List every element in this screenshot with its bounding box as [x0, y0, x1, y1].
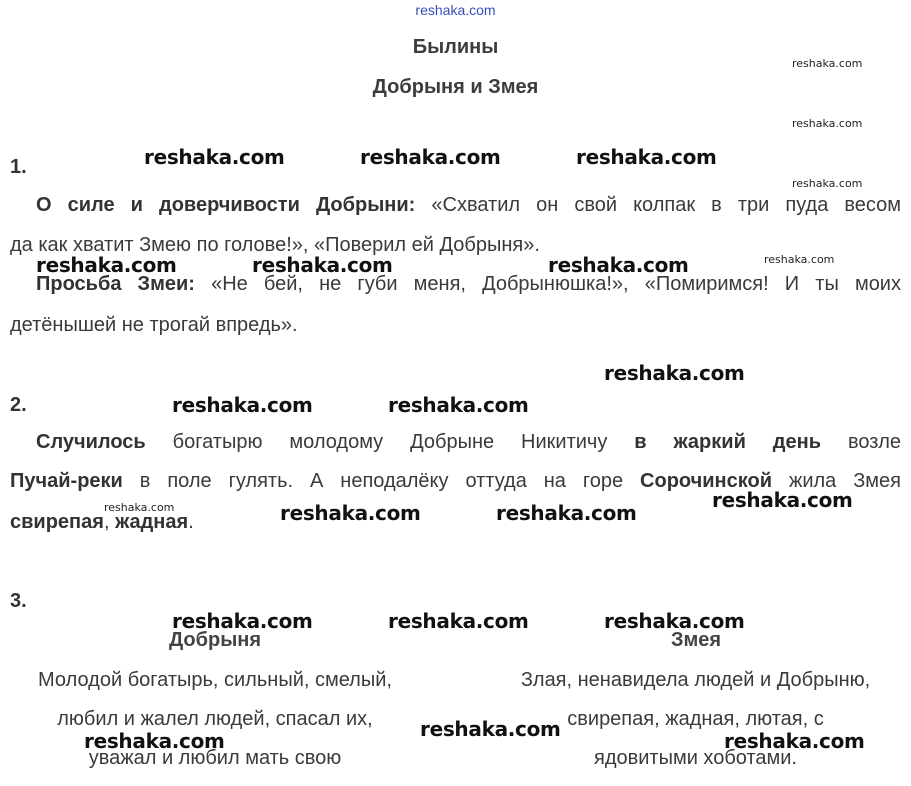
watermark: reshaka.com	[548, 253, 689, 277]
watermark: reshaka.com	[252, 253, 393, 277]
section1-p2-text: «Не бей, не губи меня, Добрынюшка!», «Помиримся! И ты моих	[211, 273, 901, 295]
watermark: reshaka.com	[144, 145, 285, 169]
right-cell-line3: ядовитыми хоботами.	[593, 747, 797, 769]
emph-zharkiy-den: в жаркий день	[634, 431, 822, 453]
section-number-3: 3.	[10, 590, 27, 612]
section-number-2: 2.	[10, 394, 27, 416]
emph-puchay-reka: Пучай-реки	[10, 470, 123, 492]
section1-paragraph2-line2: детёнышей не трогай впредь».	[10, 314, 298, 336]
watermark: reshaka.com	[420, 717, 561, 741]
watermark: reshaka.com	[84, 729, 225, 753]
right-cell-line1: Злая, ненавидела людей и Добрыню,	[520, 669, 871, 691]
watermark: reshaka.com	[792, 117, 863, 130]
watermark: reshaka.com	[712, 488, 853, 512]
section-number-1: 1.	[10, 156, 27, 178]
watermark: reshaka.com	[104, 501, 175, 514]
page-subtitle: Добрыня и Змея	[372, 76, 539, 98]
section1-paragraph1-line2: да как хватит Змею по голове!», «Поверил ей Добрыня».	[10, 234, 540, 256]
watermark: reshaka.com	[764, 253, 835, 266]
section1-p1-text: «Схватил он свой колпак в три пуда весом	[431, 194, 902, 216]
watermark: reshaka.com	[280, 501, 421, 525]
emph-sluchilos: Случилось	[36, 431, 146, 453]
left-cell-line3: уважал и любил мать свою	[88, 747, 342, 769]
text-span: ,	[103, 511, 110, 533]
right-cell-line2: свирепая, жадная, лютая, с	[567, 708, 824, 730]
watermark: reshaka.com	[604, 609, 745, 633]
watermark: reshaka.com	[576, 145, 717, 169]
watermark: reshaka.com	[604, 361, 745, 385]
watermark: reshaka.com	[792, 177, 863, 190]
watermark: reshaka.com	[360, 145, 501, 169]
text-span: богатырю молодому Добрыне Никитичу	[172, 431, 608, 453]
emph-svirepaya: свирепая	[10, 511, 104, 533]
watermark: reshaka.com	[36, 253, 177, 277]
column-header-zmeya: Змея	[670, 629, 722, 651]
section2-line1	[10, 431, 901, 454]
text-span: в поле гулять. А неподалёку оттуда на горе	[139, 470, 624, 492]
column-header-dobrynya: Добрыня	[168, 629, 262, 651]
watermark: reshaka.com	[172, 393, 313, 417]
section2-line3	[10, 511, 194, 534]
text-span: жила Змея	[788, 470, 901, 492]
emph-zhadnaya: жадная	[115, 511, 189, 533]
section1-paragraph1-line1	[10, 194, 901, 217]
section1-p2-label: Просьба Змеи:	[36, 273, 195, 295]
watermark: reshaka.com	[388, 393, 529, 417]
site-link[interactable]: reshaka.com	[415, 2, 496, 18]
page-title: Былины	[412, 36, 499, 58]
watermark: reshaka.com	[792, 57, 863, 70]
text-span: возле	[847, 431, 901, 453]
watermark: reshaka.com	[172, 609, 313, 633]
watermark: reshaka.com	[496, 501, 637, 525]
section1-p1-label: О силе и доверчивости Добрыни:	[36, 194, 416, 216]
watermark: reshaka.com	[724, 729, 865, 753]
left-cell-line1: Молодой богатырь, сильный, смелый,	[38, 669, 392, 691]
left-cell-line2: любил и жалел людей, спасал их,	[57, 708, 373, 730]
emph-sorochinskoy: Сорочинской	[640, 470, 772, 492]
text-span: .	[188, 511, 194, 533]
watermark: reshaka.com	[388, 609, 529, 633]
